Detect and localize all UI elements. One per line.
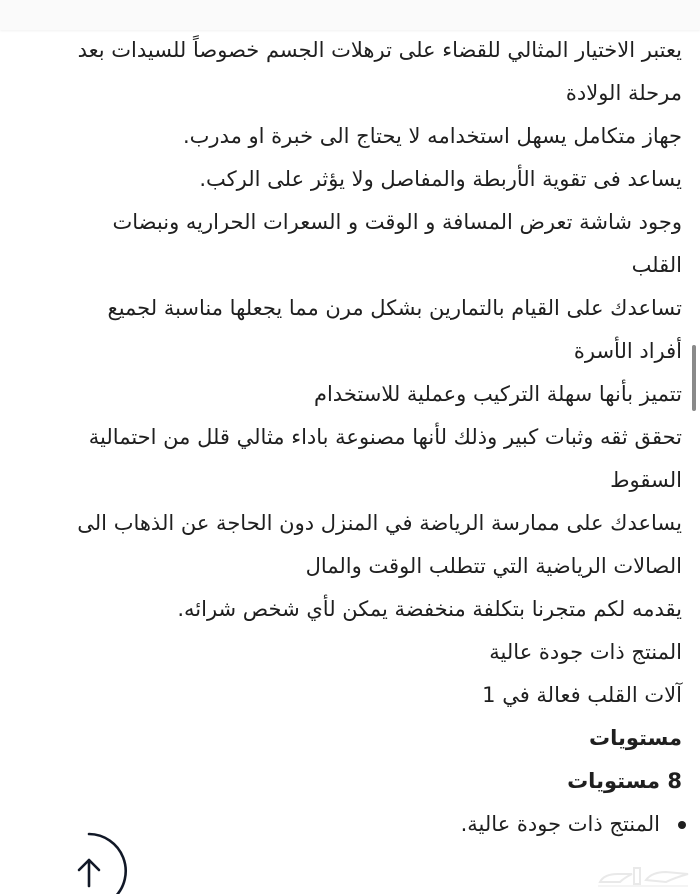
description-line: السقوط	[610, 468, 682, 492]
description-line: يعتبر الاختيار المثالي للقضاء على ترهلات الجسم خصوصاً للسيدات بعد	[77, 38, 682, 62]
scrollbar-thumb[interactable]	[692, 345, 696, 411]
description-line: آلات القلب فعالة في 1	[482, 683, 682, 707]
arrow-up-icon	[48, 830, 130, 894]
description-line: يقدمه لكم متجرنا بتكلفة منخفضة يمكن لأي شخص شرائه.	[177, 597, 682, 621]
description-line: جهاز متكامل يسهل استخدامه لا يحتاج الى خبرة او مدرب.	[182, 124, 682, 148]
description-line: تحقق ثقه وثبات كبير وذلك لأنها مصنوعة باداء مثالي قلل من احتمالية	[88, 425, 682, 449]
levels-count: 8 مستويات	[567, 769, 682, 793]
description-line: تتميز بأنها سهلة التركيب وعملية للاستخدام	[313, 382, 682, 406]
bullet-dot-icon	[678, 821, 686, 829]
description-line: المنتج ذات جودة عالية	[489, 640, 682, 664]
description-line: أفراد الأسرة	[573, 339, 682, 363]
top-header-bar	[0, 0, 700, 30]
description-line: الصالات الرياضية التي تتطلب الوقت والمال	[305, 554, 682, 578]
scroll-to-top-button[interactable]	[48, 830, 130, 894]
description-line: يساعدك على ممارسة الرياضة في المنزل دون الحاجة عن الذهاب الى	[77, 511, 682, 535]
description-line: وجود شاشة تعرض المسافة و الوقت و السعرات الحراريه ونبضات	[112, 210, 682, 234]
bullet-text: المنتج ذات جودة عالية.	[460, 812, 660, 836]
product-description	[14, 29, 682, 846]
description-line: يساعد فى تقوية الأربطة والمفاصل ولا يؤثر على الركب.	[199, 167, 682, 191]
description-line: مرحلة الولادة	[565, 81, 682, 105]
description-line: تساعدك على القيام بالتمارين بشكل مرن مما يجعلها مناسبة لجميع	[107, 296, 682, 320]
levels-heading: مستويات	[589, 726, 682, 750]
description-line: القلب	[631, 253, 682, 277]
haraj-watermark-logo	[594, 860, 694, 890]
